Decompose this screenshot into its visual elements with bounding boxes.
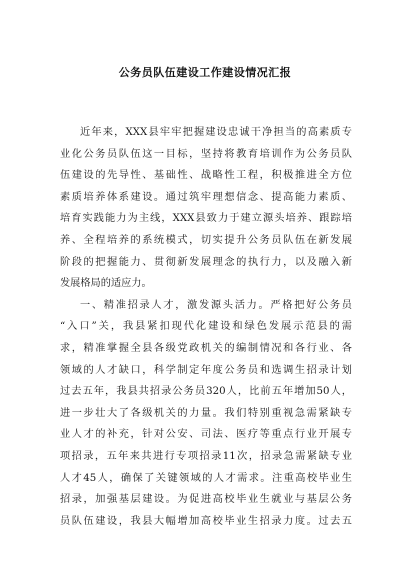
paragraph-line: 招录，加强基层建设。为促进高校毕业生就业与基层公务	[60, 494, 352, 506]
paragraph-line: 求，精准掌握全县各级党政机关的编制情况和各行业、各	[60, 342, 352, 354]
paragraph-line: 业化公务员队伍这一目标，坚持将教育培训作为公务员队	[60, 148, 352, 160]
paragraph-line: 素质培养体系建设。通过筑牢理想信念、提高能力素质、	[60, 191, 352, 203]
paragraph-line: 进一步壮大了各级机关的力量。我们特别重视急需紧缺专	[60, 407, 352, 419]
paragraph-line: 近年来，XXX县牢牢把握建设忠诚干净担当的高素质专	[80, 127, 352, 138]
paragraph-line: 阶段的把握能力、贯彻新发展理念的执行力，以及融入新	[60, 256, 352, 268]
paragraph-line: 员队伍建设，我县大幅增加高校毕业生招录力度。过去五	[60, 515, 352, 527]
paragraph-line: 伍建设的先导性、基础性、战略性工程，积极推进全方位	[60, 170, 352, 182]
paragraph-line: 养、全程培养的系统模式，切实提升公务员队伍在新发展	[60, 234, 352, 246]
paragraph-line: 业人才的补充，针对公安、司法、医疗等重点行业开展专	[60, 429, 352, 441]
document-title: 公务员队伍建设工作建设情况汇报	[118, 66, 292, 79]
paragraph-line: 发展格局的适应力。	[60, 278, 152, 290]
paragraph-line: “入口”关，我县紧扣现代化建设和绿色发展示范县的需	[60, 321, 352, 333]
paragraph-line: 项招录，五年来共进行专项招录11次，招录急需紧缺专业	[60, 450, 352, 462]
paragraph-line: 培育实践能力为主线，XXX县致力于建立源头培养、跟踪培	[60, 213, 352, 225]
paragraph-line: 领域的人才缺口，科学制定年度公务员和选调生招录计划	[60, 364, 352, 376]
paragraph-line: 人才45人，确保了关键领域的人才需求。注重高校毕业生	[60, 472, 352, 484]
paragraph-line: 过去五年，我县共招录公务员320人，比前五年增加50人，	[60, 386, 352, 398]
document-body	[60, 122, 352, 532]
paragraph-line: 一、精准招录人才，激发源头活力。严格把好公务员	[80, 299, 352, 311]
